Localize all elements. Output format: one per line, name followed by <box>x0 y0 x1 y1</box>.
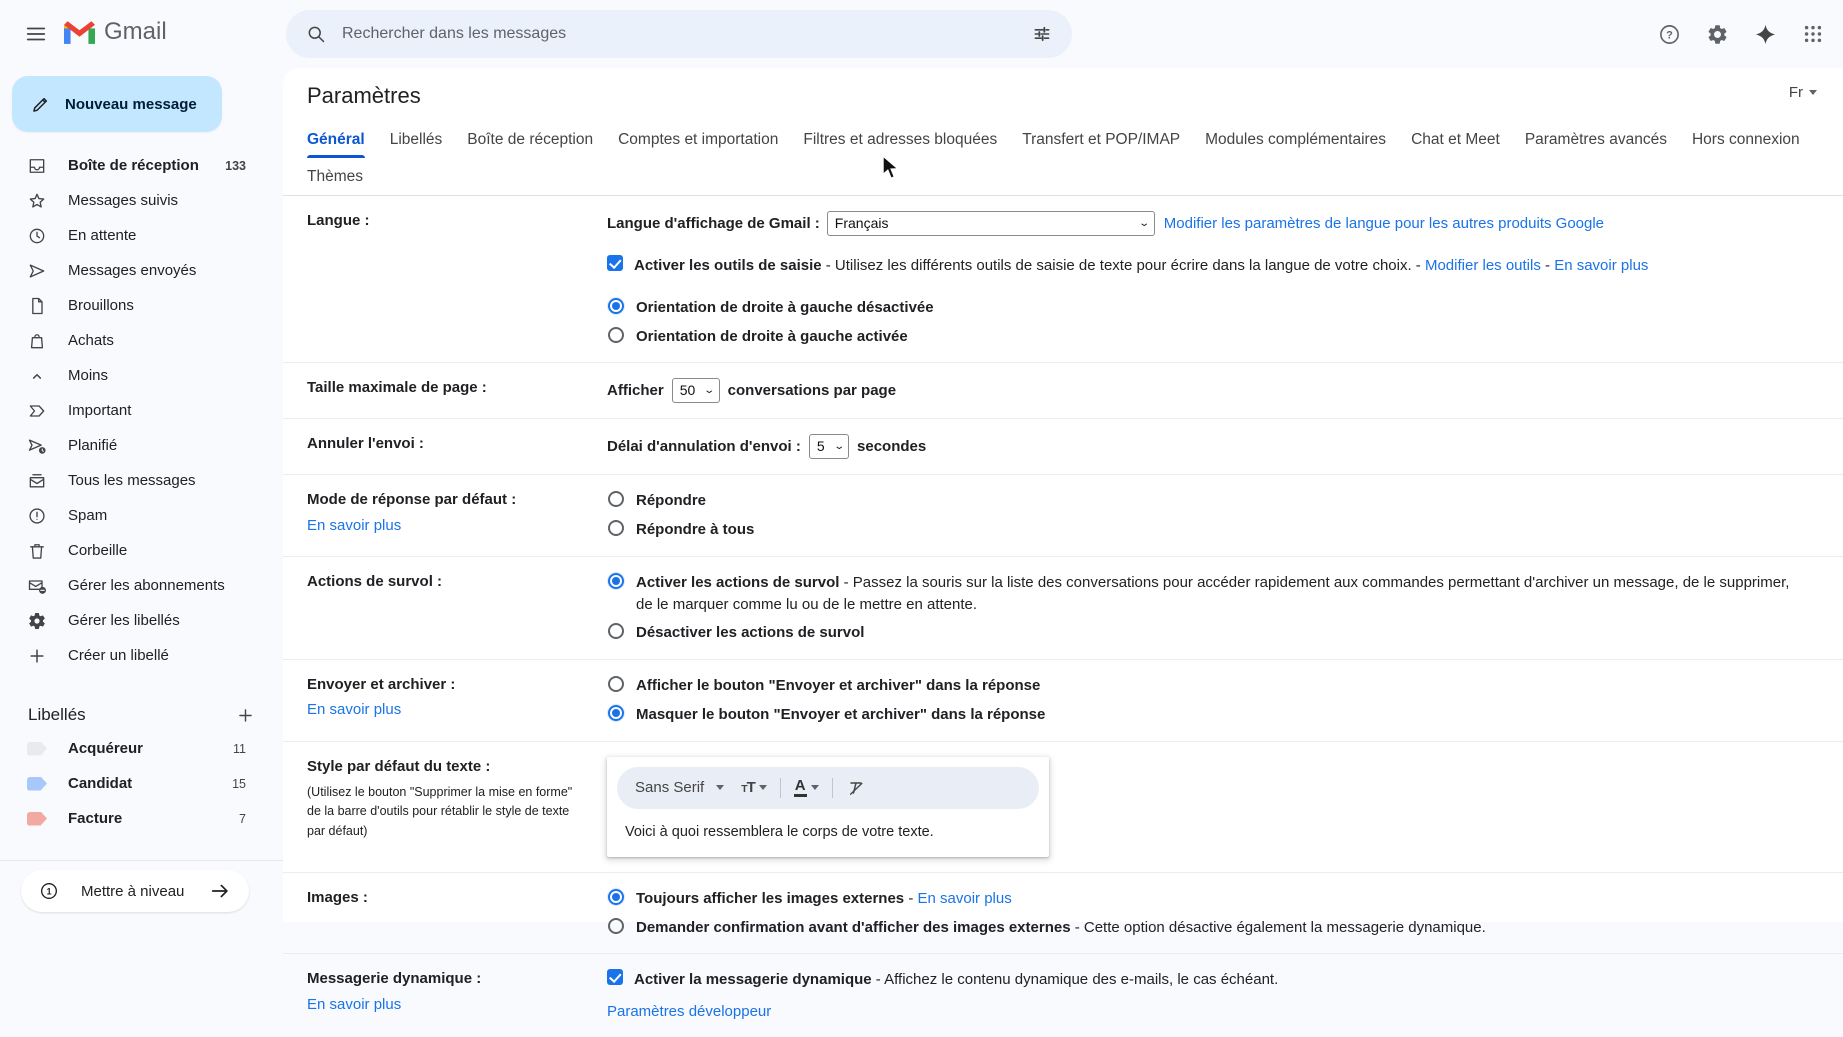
page-size-value: 50 <box>679 381 696 398</box>
font-size-icon: TT <box>741 779 755 796</box>
send-icon <box>27 261 47 281</box>
apps-grid-icon[interactable] <box>1793 14 1833 54</box>
subscriptions-icon <box>27 576 47 596</box>
learn-more-link[interactable]: En savoir plus <box>307 701 402 719</box>
sidebar-item-manage-labels[interactable] <box>0 603 283 638</box>
sidebar-item-trash[interactable] <box>0 533 283 568</box>
modify-tools-link[interactable]: Modifier les outils <box>1424 257 1541 274</box>
undo-send-delay-select[interactable] <box>809 434 849 459</box>
hover-actions-on-radio[interactable] <box>608 573 624 589</box>
default-text-style-widget <box>607 757 1049 857</box>
label-name: Candidat <box>68 775 133 792</box>
label-item-facture[interactable] <box>0 801 283 836</box>
sidebar-item-label: Tous les messages <box>68 472 196 489</box>
label-tag-icon <box>27 777 47 791</box>
radio-label: Répondre <box>636 492 707 510</box>
radio-label: Demander confirmation avant d'afficher des images externes <box>636 918 1071 936</box>
arrow-right-icon <box>209 880 231 902</box>
gmail-logo[interactable] <box>64 18 167 46</box>
tab-themes[interactable]: Thèmes <box>307 168 363 185</box>
row-label: Messagerie dynamique : <box>307 970 482 988</box>
sidebar-item-label: Achats <box>68 332 114 349</box>
compose-label: Nouveau message <box>65 95 197 113</box>
sidebar-item-label: Spam <box>68 507 108 524</box>
gear-icon <box>27 611 47 631</box>
chevron-down-icon: ⌄ <box>703 384 716 396</box>
label-tag-icon <box>27 742 47 756</box>
gmail-language-select[interactable] <box>827 211 1155 236</box>
radio-label: Répondre à tous <box>636 521 755 538</box>
gmail-m-icon <box>64 20 95 44</box>
always-show-images-radio[interactable] <box>608 889 624 905</box>
sidebar-item-label: Corbeille <box>68 542 128 559</box>
sidebar-item-all-mail[interactable] <box>0 463 283 498</box>
chevron-down-icon: ⌄ <box>1138 217 1151 229</box>
tab-parametres-avances[interactable]: Paramètres avancés <box>1524 131 1667 148</box>
sidebar-item-create-label[interactable] <box>0 638 283 673</box>
sidebar-item-label: Brouillons <box>68 297 134 314</box>
radio-label: Désactiver les actions de survol <box>636 624 865 642</box>
app-header <box>0 0 1843 68</box>
radio-label: Masquer le bouton "Envoyer et archiver" dans la réponse <box>636 705 1046 723</box>
settings-row-survol: Actions de survol : Activer les actions de survol - Passez la souris sur la liste des conversations pour accéder rapidement aux commandes permettant d'archiver un message, de le supprimer, de le marquer comme lu ou de le mettre en attente. Désactiver les actions de survol <box>283 557 1843 660</box>
reply-all-radio[interactable] <box>608 520 624 536</box>
display-language-label: Langue d'affichage de Gmail : <box>607 215 820 232</box>
label-item-candidat[interactable] <box>0 766 283 801</box>
sidebar-item-label: Important <box>68 402 132 419</box>
learn-more-link[interactable]: En savoir plus <box>1554 257 1649 274</box>
checkbox-label: Activer la messagerie dynamique <box>634 971 872 989</box>
sidebar-item-snoozed[interactable] <box>0 218 283 253</box>
reply-radio[interactable] <box>608 491 624 507</box>
label-item-acquereur[interactable] <box>0 731 283 766</box>
rtl-on-radio[interactable] <box>608 327 624 343</box>
search-filter-tune-icon[interactable] <box>1022 14 1062 54</box>
settings-row-annuler: Annuler l'envoi : Délai d'annulation d'envoi : 5 ⌄ secondes <box>283 419 1843 475</box>
font-family-button[interactable] <box>635 777 724 798</box>
tab-transfert-et-pop-imap[interactable]: Transfert et POP/IMAP <box>1022 131 1181 148</box>
sidebar-item-label: Gérer les abonnements <box>68 577 225 594</box>
search-input[interactable]: Rechercher dans les messages <box>342 25 567 42</box>
toolbar-divider <box>780 778 781 798</box>
page-size-select[interactable] <box>672 378 720 403</box>
sidebar-item-spam[interactable] <box>0 498 283 533</box>
toolbar-divider <box>832 778 833 798</box>
settings-row-envoyer <box>283 660 1843 742</box>
chevron-down-icon <box>716 785 724 790</box>
label-tag-icon <box>27 812 47 826</box>
font-size-button[interactable] <box>741 777 767 798</box>
inbox-icon <box>27 156 47 176</box>
plus-icon <box>27 646 47 666</box>
sidebar-item-label: Planifié <box>68 437 118 454</box>
sidebar-item-label: Boîte de réception <box>68 157 199 174</box>
radio-label: Toujours afficher les images externes <box>636 889 905 907</box>
sidebar-item-label: Gérer les libellés <box>68 612 180 629</box>
text-color-button[interactable] <box>794 778 819 797</box>
sidebar-item-drafts[interactable] <box>0 288 283 323</box>
row-label: Images : <box>307 888 368 906</box>
settings-row-style <box>283 742 1843 873</box>
trash-icon <box>27 541 47 561</box>
row-label: Mode de réponse par défaut : <box>307 491 517 509</box>
tab-general[interactable]: Général <box>307 121 365 158</box>
row-label: Langue : <box>307 212 370 229</box>
text-style-toolbar <box>617 767 1039 809</box>
help-icon[interactable] <box>1649 14 1689 54</box>
all-mail-icon <box>27 471 47 491</box>
settings-tabs <box>307 121 1819 195</box>
row-label: Style par défaut du texte : <box>307 757 491 775</box>
scheduled-send-icon <box>27 436 47 456</box>
hover-actions-off-radio[interactable] <box>608 623 624 639</box>
tab-chat-et-meet[interactable]: Chat et Meet <box>1411 131 1500 148</box>
radio-label: Activer les actions de survol <box>636 573 840 591</box>
remove-formatting-icon <box>846 778 866 798</box>
remove-formatting-button[interactable] <box>846 778 866 798</box>
tab-boite-de-reception[interactable]: Boîte de réception <box>467 131 594 148</box>
display-language-selector[interactable] <box>1789 84 1817 101</box>
important-icon <box>27 401 47 421</box>
chevron-down-icon <box>1809 90 1817 95</box>
chevron-up-icon <box>27 366 47 386</box>
checkbox-label: Activer les outils de saisie <box>634 257 822 274</box>
learn-more-link[interactable]: En savoir plus <box>917 889 1012 907</box>
sidebar-item-less[interactable] <box>0 358 283 393</box>
hide-send-archive-radio[interactable] <box>608 705 624 721</box>
add-label-plus-icon[interactable] <box>236 706 255 725</box>
gemini-sparkle-icon[interactable] <box>1745 14 1785 54</box>
svg-text:1: 1 <box>46 886 52 897</box>
draft-icon <box>27 296 47 316</box>
chevron-down-icon <box>759 785 767 790</box>
search-icon[interactable] <box>296 14 336 54</box>
display-language-value: Fr <box>1788 84 1803 101</box>
svg-text:?: ? <box>1665 29 1673 42</box>
label-count: 7 <box>239 811 246 826</box>
show-send-archive-radio[interactable] <box>608 676 624 692</box>
sidebar-item-label: Messages suivis <box>68 192 179 209</box>
settings-row-dynamique: Messagerie dynamique : En savoir plus Activer la messagerie dynamique - Affichez le contenu dynamique des e-mails, le cas échéant. Paramètres développeur <box>307 970 1279 1021</box>
row-label: Actions de survol : <box>307 572 443 590</box>
ask-before-images-radio[interactable] <box>608 918 624 934</box>
purchases-icon <box>27 331 47 351</box>
tab-comptes-et-importation[interactable]: Comptes et importation <box>618 131 779 148</box>
sidebar-item-starred[interactable] <box>0 183 283 218</box>
settings-row-mode-reponse <box>283 475 1843 557</box>
circled-one-icon <box>39 881 59 901</box>
rtl-off-radio[interactable] <box>608 298 624 314</box>
row-label: Taille maximale de page : <box>307 379 487 397</box>
settings-row-taille: Taille maximale de page : Afficher 50 ⌄ conversations par page <box>283 363 1843 419</box>
search-bar[interactable] <box>286 10 1072 58</box>
sidebar-item-manage-subscriptions[interactable] <box>0 568 283 603</box>
labels-section-title: Libellés <box>28 705 86 724</box>
sidebar-item-inbox[interactable] <box>0 148 283 183</box>
label-name: Facture <box>68 810 123 827</box>
sidebar-item-scheduled[interactable] <box>0 428 283 463</box>
developer-settings-link[interactable]: Paramètres développeur <box>607 1003 772 1021</box>
upgrade-button[interactable] <box>21 870 249 912</box>
language-select-value: Français <box>834 214 889 231</box>
change-language-link[interactable]: Modifier les paramètres de langue pour les autres produits Google <box>1163 215 1605 232</box>
text-style-preview: Voici à quoi ressemblera le corps de votre texte. <box>625 823 934 840</box>
row-label: Envoyer et archiver : <box>307 676 456 693</box>
row-note: (Utilisez le bouton "Supprimer la mise en forme" de la barre d'outils pour rétablir le style de texte par défaut) <box>307 784 573 838</box>
tab-libelles[interactable]: Libellés <box>389 131 443 148</box>
settings-panel <box>283 68 1843 1021</box>
radio-label: Afficher le bouton "Envoyer et archiver" dans la réponse <box>636 677 1041 694</box>
clock-icon <box>27 226 47 246</box>
tab-filtres-et-adresses-bloquees[interactable]: Filtres et adresses bloquées <box>803 131 998 148</box>
sidebar-item-important[interactable] <box>0 393 283 428</box>
radio-label: Orientation de droite à gauche désactivée <box>636 298 934 316</box>
undo-delay-value: 5 <box>816 437 825 454</box>
sidebar-item-count: 133 <box>225 158 246 173</box>
label-name: Acquéreur <box>68 740 144 757</box>
settings-gear-icon[interactable] <box>1697 14 1737 54</box>
label-count: 11 <box>233 741 246 756</box>
upgrade-label: Mettre à niveau <box>81 882 185 900</box>
tab-hors-connexion[interactable]: Hors connexion <box>1691 131 1800 148</box>
input-tools-checkbox[interactable] <box>607 255 623 271</box>
sidebar-item-label: Moins <box>68 367 109 384</box>
compose-button[interactable] <box>12 76 222 132</box>
sidebar-item-label: En attente <box>68 227 137 244</box>
settings-row-images: Images : Toujours afficher les images externes - En savoir plus Demander confirmation avant d'afficher des images externes - Cette option désactive également la messagerie dynamique. <box>283 873 1843 955</box>
font-family-value: Sans Serif <box>635 779 705 796</box>
sidebar <box>0 68 283 922</box>
text-color-icon: A <box>794 778 807 797</box>
sidebar-item-label: Créer un libellé <box>68 647 169 664</box>
pencil-icon <box>30 94 51 115</box>
settings-row-langue: Langue : Langue d'affichage de Gmail : Français ⌄ Modifier les paramètres de langue pour les autres produits Google Activer les outils de saisie - Utilisez les différents outils de saisie de texte pour écrire dans la langue de votre choix. - Modifier les outils - En savoir plus Orientation de droite à gauche désactivée Orientation de droite à gauche activée <box>283 196 1843 363</box>
label-count: 15 <box>232 776 246 791</box>
hamburger-menu-icon[interactable] <box>20 18 52 50</box>
sidebar-item-sent[interactable] <box>0 253 283 288</box>
sidebar-item-label: Messages envoyés <box>68 262 197 279</box>
spam-icon <box>27 506 47 526</box>
learn-more-link[interactable]: En savoir plus <box>307 995 402 1013</box>
radio-label: Orientation de droite à gauche activée <box>636 327 908 345</box>
star-icon <box>27 191 47 211</box>
row-label: Annuler l'envoi : <box>307 435 424 453</box>
tab-modules-complementaires[interactable]: Modules complémentaires <box>1205 131 1387 148</box>
learn-more-link[interactable]: En savoir plus <box>307 516 402 534</box>
sidebar-item-purchases[interactable] <box>0 323 283 358</box>
page-title: Paramètres <box>307 83 421 108</box>
chevron-down-icon: ⌄ <box>832 440 845 452</box>
chevron-down-icon <box>811 785 819 790</box>
dynamic-email-checkbox[interactable] <box>607 969 623 985</box>
logo-text: Gmail <box>104 18 167 45</box>
